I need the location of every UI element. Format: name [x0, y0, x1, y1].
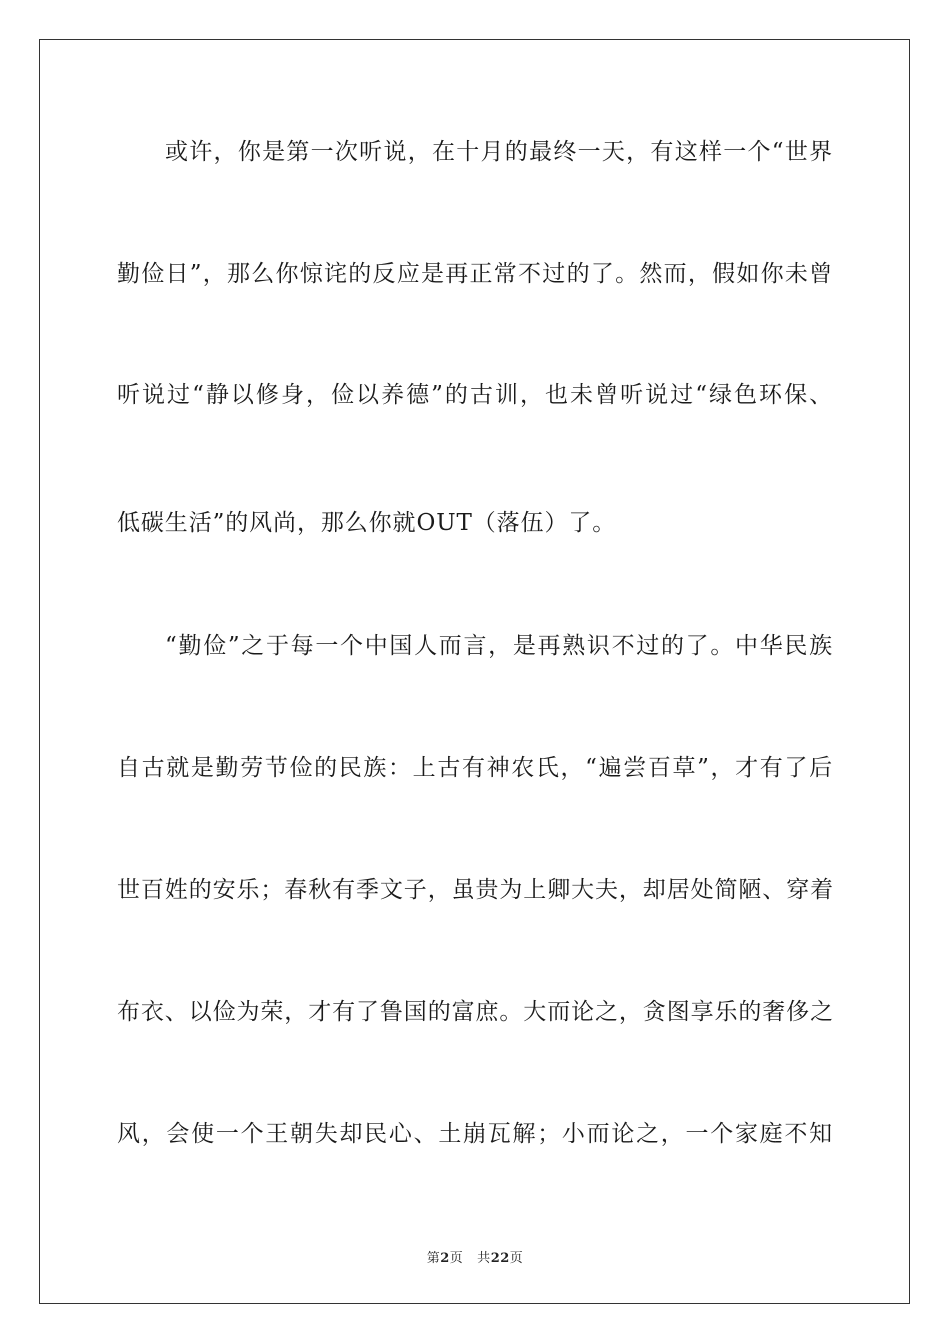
total-label-prefix: 共: [477, 1251, 491, 1266]
paragraph-2-line-2: 自古就是勤劳节俭的民族：上古有神农氏，“遍尝百草”，才有了后: [117, 755, 833, 781]
paragraph-2-line-4: 布衣、以俭为荣，才有了鲁国的富庶。大而论之，贪图享乐的奢侈之: [117, 999, 834, 1025]
page-label-suffix: 页: [449, 1251, 464, 1266]
paragraph-1-line-1: 或许，你是第一次听说，在十月的最终一天，有这样一个“世界: [165, 139, 833, 165]
paragraph-2-line-3: 世百姓的安乐；春秋有季文子，虽贵为上卿大夫，却居处简陋、穿着: [117, 877, 834, 903]
paragraph-1-line-4: 低碳生活”的风尚，那么你就OUT（落伍）了。: [117, 510, 617, 536]
paragraph-1-line-2: 勤俭日”，那么你惊诧的反应是再正常不过的了。然而，假如你未曾: [117, 261, 833, 287]
page-label-prefix: 第: [426, 1251, 441, 1266]
total-label-suffix: 页: [509, 1251, 524, 1266]
total-pages: 22: [490, 1251, 510, 1266]
paragraph-2-line-5: 风，会使一个王朝失却民心、土崩瓦解；小而论之，一个家庭不知: [117, 1121, 833, 1147]
paragraph-1-line-3: 听说过“静以修身，俭以养德”的古训，也未曾听说过“绿色环保、: [117, 382, 833, 408]
paragraph-2-line-1: “勤俭”之于每一个中国人而言，是再熟识不过的了。中华民族: [165, 633, 833, 659]
page-border: [39, 39, 910, 1304]
page-footer: [0, 1247, 950, 1266]
page-number: 2: [440, 1251, 450, 1266]
